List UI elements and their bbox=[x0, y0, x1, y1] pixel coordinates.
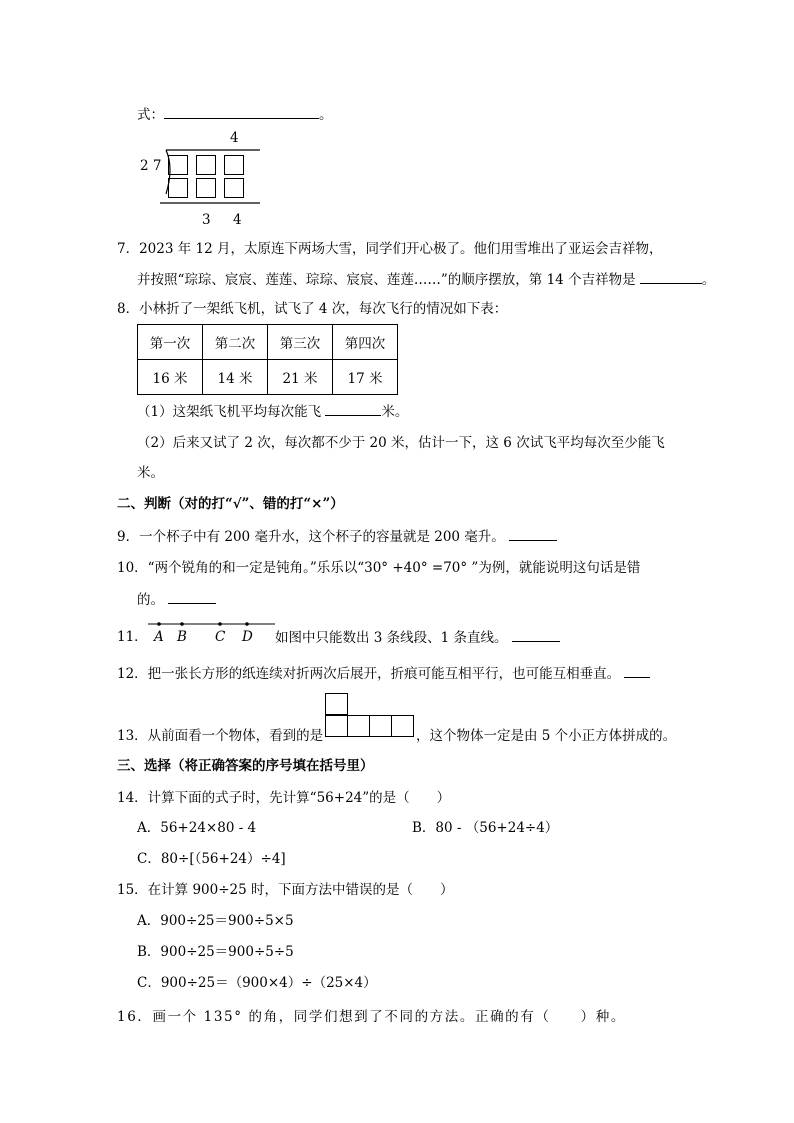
cube-square bbox=[391, 715, 414, 737]
q12: 12．把一张长方形的纸连续对折两次后展开，折痕可能互相平行，也可能互相垂直。 bbox=[117, 663, 650, 684]
q6-answer-line: 式： 。 bbox=[137, 104, 333, 125]
digit-box[interactable] bbox=[196, 178, 216, 198]
point-label: B bbox=[177, 629, 187, 645]
table-cell: 16 米 bbox=[138, 360, 203, 395]
q10-line1: 10．“两个锐角的和一定是钝角。”乐乐以“30° +40° =70° ”为例，就能说明这句话是错 bbox=[117, 560, 641, 576]
q14-stem: 14．计算下面的式子时，先计算“56+24”的是（ ） bbox=[117, 790, 451, 806]
q13-prefix: 13．从前面看一个物体，看到的是 bbox=[117, 728, 324, 744]
divisor-digits: 2 7 bbox=[140, 158, 162, 174]
answer-blank[interactable] bbox=[164, 104, 319, 119]
q15-option-a[interactable]: A．900÷25＝900÷5×5 bbox=[137, 913, 294, 929]
cube-square bbox=[347, 715, 370, 737]
q8-sub1: （1）这架纸飞机平均每次能飞 米。 bbox=[137, 401, 408, 422]
q8-sub2-line1: （2）后来又试了 2 次，每次都不少于 20 米，估计一下，这 6 次试飞平均每次至少能飞 bbox=[137, 435, 665, 451]
q8-stem: 8．小林折了一架纸飞机，试飞了 4 次，每次飞行的情况如下表： bbox=[117, 301, 508, 317]
q15-option-b[interactable]: B．900÷25＝900÷5÷5 bbox=[137, 944, 294, 960]
answer-blank[interactable] bbox=[168, 589, 216, 604]
table-cell: 21 米 bbox=[268, 360, 333, 395]
table-header-cell: 第三次 bbox=[268, 325, 333, 360]
digit-box[interactable] bbox=[168, 178, 188, 198]
q14-option-a[interactable]: A．56+24×80 - 4 bbox=[137, 820, 257, 836]
q11-text: 如图中只能数出 3 条线段、1 条直线。 bbox=[275, 627, 560, 648]
flight-table bbox=[137, 324, 398, 395]
bottom-digit: 4 bbox=[233, 212, 242, 228]
q10-line2: 的。 bbox=[137, 589, 216, 610]
q11-number: 11． bbox=[117, 629, 148, 645]
q15-stem: 15．在计算 900÷25 时，下面方法中错误的是（ ） bbox=[117, 882, 454, 898]
table-row bbox=[138, 360, 398, 395]
q15-option-c[interactable]: C．900÷25＝（900×4）÷（25×4） bbox=[137, 975, 377, 991]
q8-sub2-line2: 米。 bbox=[137, 465, 164, 481]
section-2-heading: 二、判断（对的打“√”、错的打“×”） bbox=[117, 496, 344, 512]
cube-square bbox=[369, 715, 392, 737]
section-3-heading: 三、选择（将正确答案的序号填在括号里） bbox=[117, 758, 374, 774]
point-label: A bbox=[154, 629, 164, 645]
digit-box[interactable] bbox=[196, 155, 216, 175]
q14-option-b[interactable]: B．80 - （56+24÷4） bbox=[412, 820, 559, 836]
cube-square bbox=[325, 715, 348, 737]
answer-blank[interactable] bbox=[624, 663, 650, 678]
table-header-cell: 第一次 bbox=[138, 325, 203, 360]
q7-line2: 并按照“琮琮、宸宸、莲莲、琮琮、宸宸、莲莲……”的顺序摆放，第 14 个吉祥物是 。 bbox=[137, 269, 715, 290]
cube-square bbox=[325, 693, 348, 715]
table-header-cell: 第四次 bbox=[333, 325, 398, 360]
point-label: C bbox=[215, 629, 226, 645]
answer-blank[interactable] bbox=[325, 401, 381, 416]
table-cell: 14 米 bbox=[203, 360, 268, 395]
table-header-row bbox=[138, 325, 398, 360]
q9: 9．一个杯子中有 200 毫升水，这个杯子的容量就是 200 毫升。 bbox=[117, 526, 557, 547]
quotient-digit: 4 bbox=[230, 130, 239, 146]
q7-line1: 7．2023 年 12 月，太原连下两场大雪，同学们开心极了。他们用雪堆出了亚运会吉祥物， bbox=[117, 241, 663, 257]
bottom-digit: 3 bbox=[202, 212, 211, 228]
answer-blank[interactable] bbox=[509, 526, 557, 541]
digit-box[interactable] bbox=[168, 155, 188, 175]
point-label: D bbox=[242, 629, 253, 645]
q16-stem: 16．画一个 135° 的角，同学们想到了不同的方法。正确的有（ ）种。 bbox=[117, 1009, 626, 1025]
q14-option-c[interactable]: C．80÷[（56+24）÷4] bbox=[137, 851, 286, 867]
q13-suffix: ，这个物体一定是由 5 个小正方体拼成的。 bbox=[416, 728, 677, 744]
line-figure bbox=[148, 618, 278, 630]
digit-box[interactable] bbox=[224, 155, 244, 175]
table-header-cell: 第二次 bbox=[203, 325, 268, 360]
answer-blank[interactable] bbox=[512, 627, 560, 642]
table-cell: 17 米 bbox=[333, 360, 398, 395]
answer-blank[interactable] bbox=[640, 269, 702, 284]
digit-box[interactable] bbox=[224, 178, 244, 198]
